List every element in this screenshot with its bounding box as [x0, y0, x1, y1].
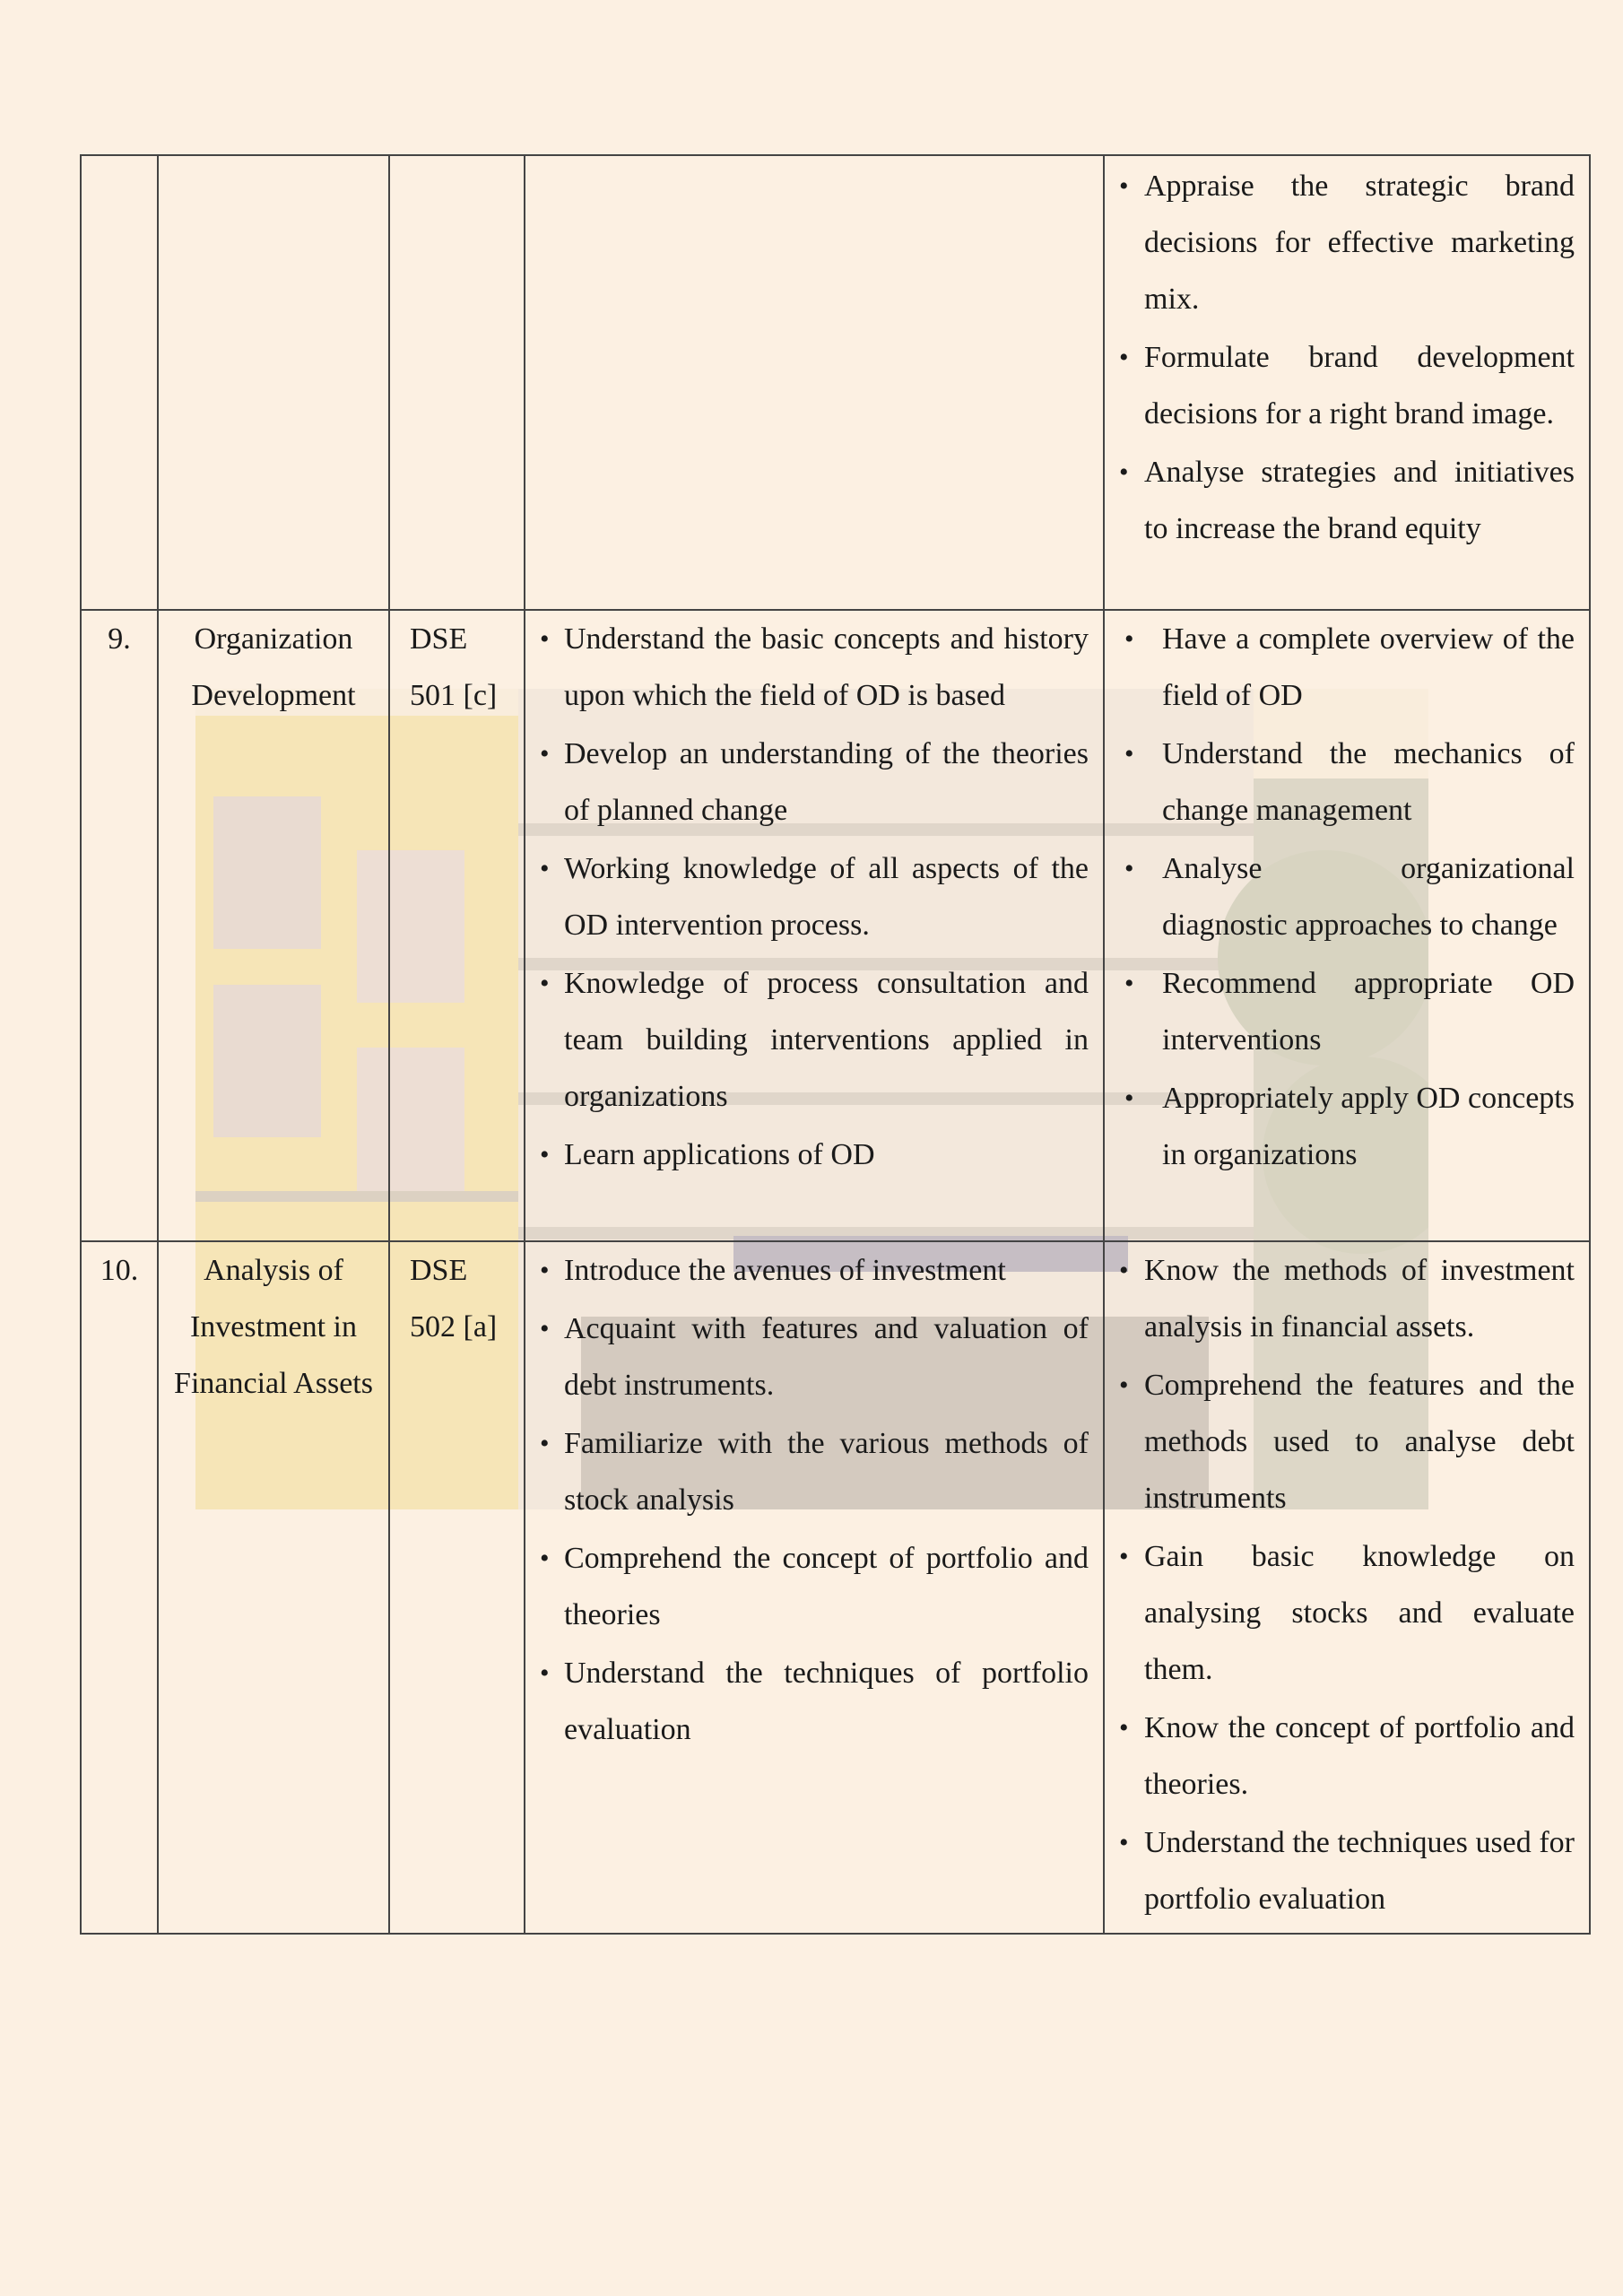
course-outcomes-cell	[1104, 610, 1590, 1241]
list-item: • Knowledge of process consultation and team building interventions applied in organizations	[525, 955, 1089, 1125]
outcomes-list	[1105, 611, 1589, 1183]
list-item: • Comprehend the concept of portfolio and theories	[525, 1530, 1089, 1643]
list-item: • Analyse organizational diagnostic approaches to change	[1105, 840, 1575, 953]
list-item: • Appropriately apply OD concepts in organizations	[1105, 1070, 1575, 1183]
objectives-list	[525, 611, 1103, 1183]
course-name-cell: Organization Development	[158, 610, 389, 1241]
list-item: • Introduce the avenues of investment	[525, 1242, 1089, 1299]
serial-number-cell: 9.	[81, 610, 158, 1241]
course-name-cell: Analysis of Investment in Financial Assets	[158, 1241, 389, 1934]
list-item: • Analyse strategies and initiatives to increase the brand equity	[1105, 444, 1575, 557]
list-item: • Develop an understanding of the theories of planned change	[525, 726, 1089, 839]
course-outcomes-table	[80, 154, 1591, 1935]
list-item: • Familiarize with the various methods of stock analysis	[525, 1415, 1089, 1528]
serial-number-cell	[81, 155, 158, 610]
table-row	[81, 1241, 1590, 1934]
course-objectives-cell	[525, 610, 1104, 1241]
list-item: • Recommend appropriate OD interventions	[1105, 955, 1575, 1068]
list-item: • Understand the basic concepts and history upon which the field of OD is based	[525, 611, 1089, 724]
serial-number-cell: 10.	[81, 1241, 158, 1934]
course-objectives-cell	[525, 155, 1104, 610]
list-item: • Formulate brand development decisions for a right brand image.	[1105, 329, 1575, 442]
list-item: • Know the concept of portfolio and theories.	[1105, 1700, 1575, 1813]
list-item: • Gain basic knowledge on analysing stocks and evaluate them.	[1105, 1528, 1575, 1698]
list-item: • Appraise the strategic brand decisions for effective marketing mix.	[1105, 158, 1575, 327]
list-item: • Acquaint with features and valuation of debt instruments.	[525, 1300, 1089, 1413]
list-item: • Understand the techniques of portfolio evaluation	[525, 1645, 1089, 1758]
outcomes-list	[1105, 1242, 1589, 1927]
course-outcomes-cell	[1104, 155, 1590, 610]
list-item: • Working knowledge of all aspects of the OD intervention process.	[525, 840, 1089, 953]
list-item: • Have a complete overview of the field of OD	[1105, 611, 1575, 724]
table-row	[81, 610, 1590, 1241]
list-item: • Understand the techniques used for portfolio evaluation	[1105, 1814, 1575, 1927]
course-outcomes-cell	[1104, 1241, 1590, 1934]
course-code-cell	[389, 155, 525, 610]
objectives-list	[525, 1242, 1103, 1758]
list-item: • Comprehend the features and the methods used to analyse debt instruments	[1105, 1357, 1575, 1526]
course-objectives-cell	[525, 1241, 1104, 1934]
list-item: • Know the methods of investment analysis in financial assets.	[1105, 1242, 1575, 1355]
table-row	[81, 155, 1590, 610]
course-code-cell: DSE 502 [a]	[389, 1241, 525, 1934]
course-code-cell: DSE 501 [c]	[389, 610, 525, 1241]
outcomes-list	[1105, 156, 1589, 557]
course-name-cell	[158, 155, 389, 610]
list-item: • Learn applications of OD	[525, 1126, 1089, 1183]
list-item: • Understand the mechanics of change management	[1105, 726, 1575, 839]
